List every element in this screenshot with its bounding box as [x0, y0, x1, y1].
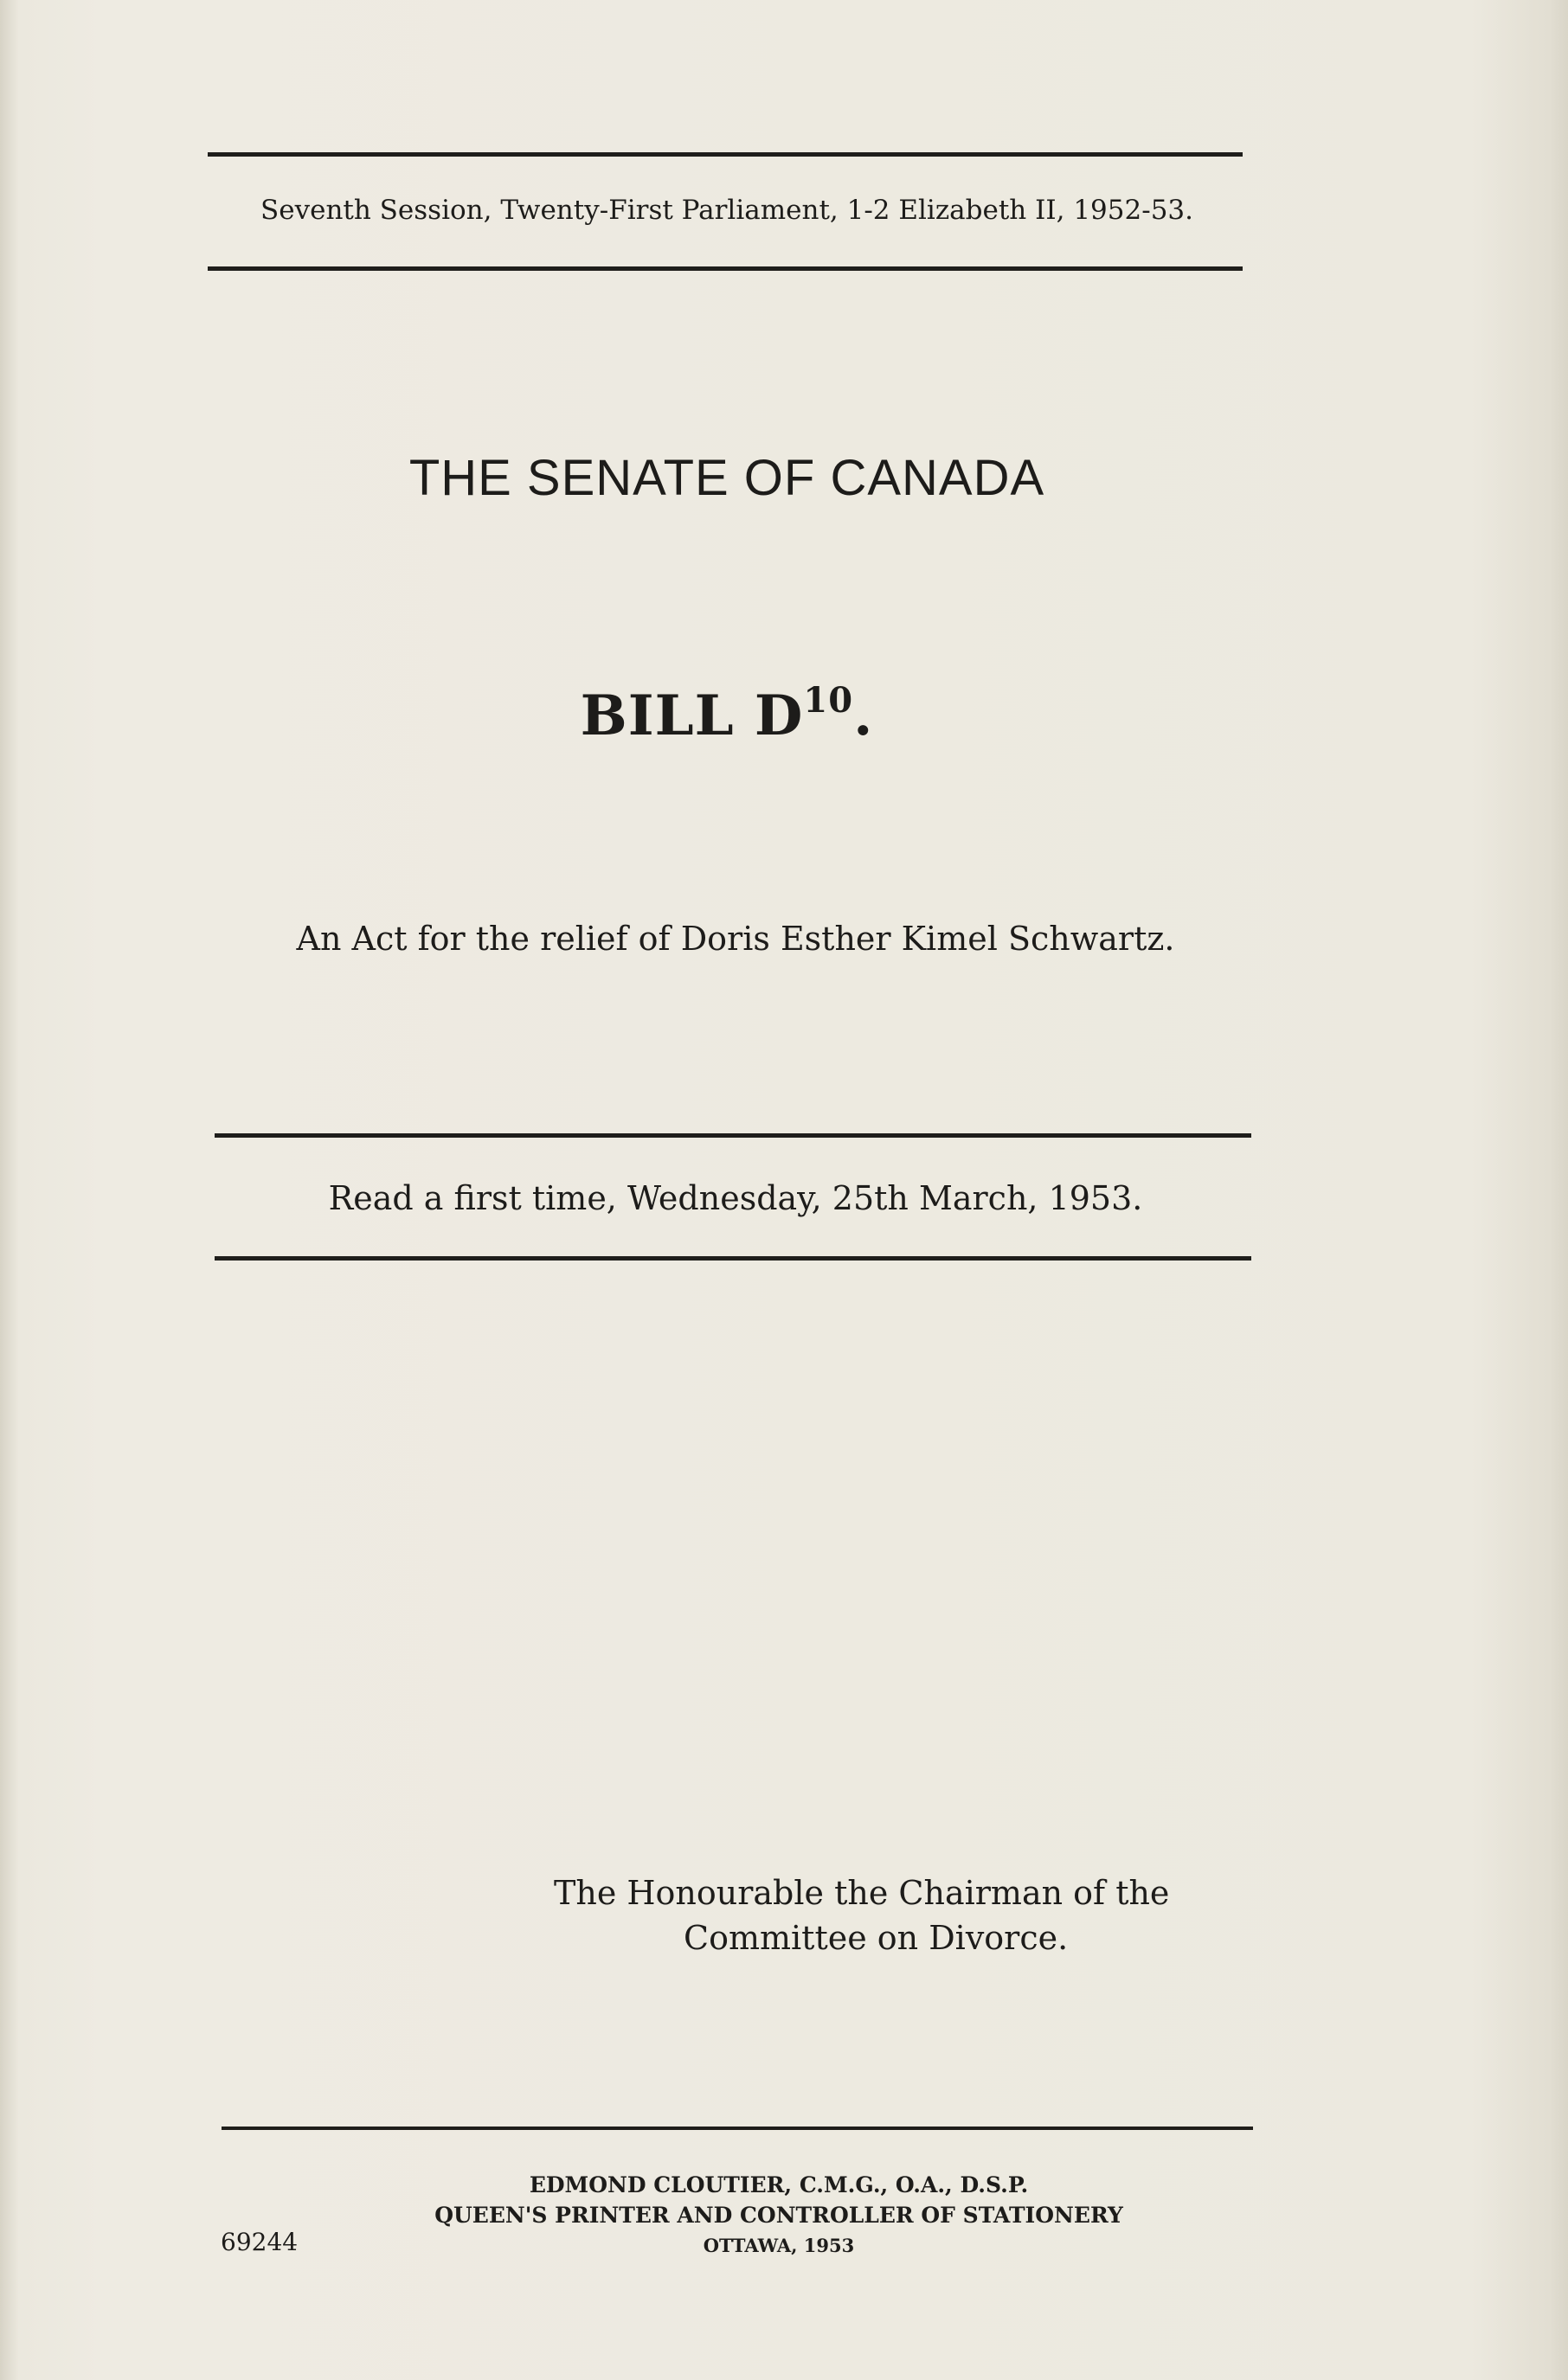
print-code: 69244: [221, 2228, 299, 2256]
sponsor-line-1: The Honourable the Chairman of the: [554, 1874, 1170, 1912]
reading-rule-lower: [215, 1256, 1251, 1261]
sponsor-block: [554, 1870, 1246, 1960]
printer-block: [260, 2170, 1298, 2261]
footer-rule: [222, 2127, 1253, 2130]
sponsor-line-2: Committee on Divorce.: [684, 1919, 1069, 1957]
printer-place: OTTAWA, 1953: [703, 2235, 855, 2256]
act-title: An Act for the relief of Doris Esther Kimel Schwartz.: [296, 920, 1175, 958]
printer-title: QUEEN'S PRINTER AND CONTROLLER OF STATIONERY: [434, 2203, 1123, 2228]
top-rule-lower: [208, 266, 1243, 271]
session-line: Seventh Session, Twenty-First Parliament, 1-2 Elizabeth II, 1952-53.: [260, 195, 1193, 226]
reading-rule-upper: [215, 1133, 1251, 1138]
senate-title: THE SENATE OF CANADA: [408, 450, 1045, 506]
bill-prefix: BILL D: [580, 683, 804, 748]
bill-superscript: 10: [803, 680, 854, 721]
first-reading-line: Read a first time, Wednesday, 25th March, 1953.: [328, 1179, 1143, 1217]
bill-suffix: .: [853, 683, 874, 748]
bill-number: [208, 680, 1246, 748]
top-rule-upper: [208, 152, 1243, 157]
printer-name: EDMOND CLOUTIER, C.M.G., O.A., D.S.P.: [529, 2172, 1029, 2197]
